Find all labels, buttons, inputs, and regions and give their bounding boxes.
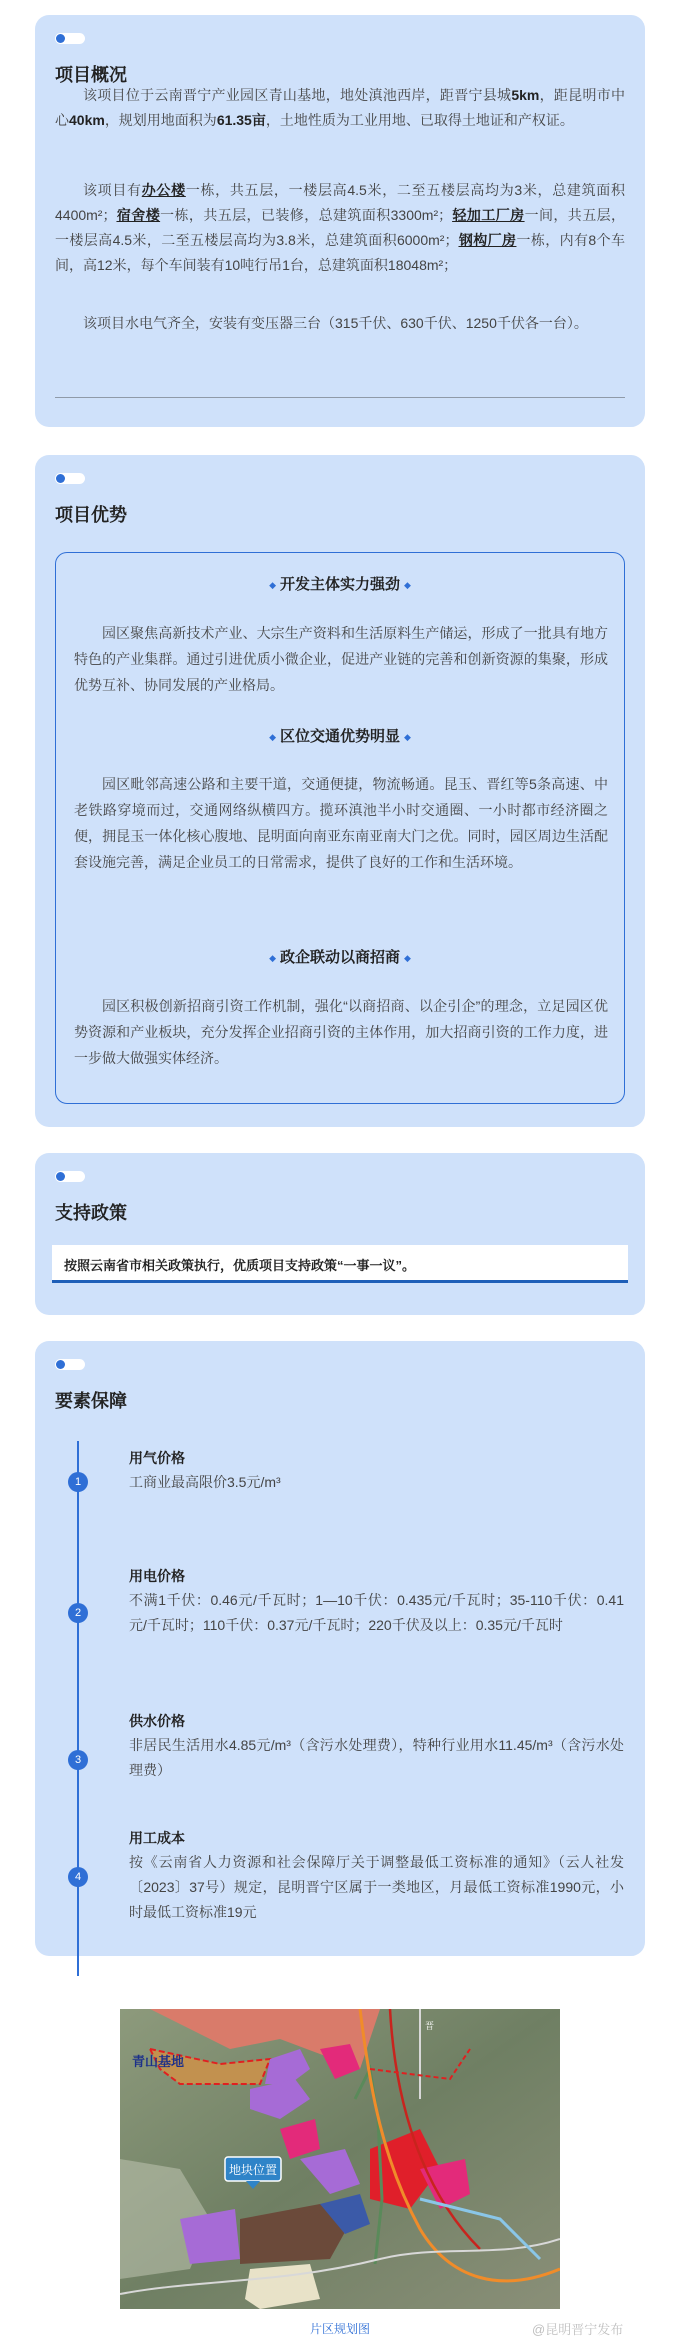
subsection-text-3: 园区积极创新招商引资工作机制，强化“以商招商、以企引企”的理念，立足园区优势资源和产业板块，充分发挥企业招商引资的主体作用，加大招商引资的工作力度，进一步做大做强实体经济。 (74, 998, 608, 1066)
source-watermark: @昆明晋宁发布 (532, 2322, 624, 2337)
overview-paragraph-3: 该项目水电气齐全，安装有变压器三台（315千伏、630千伏、1250千伏各一台）。 (83, 315, 588, 331)
overview-paragraph-1: 该项目位于云南晋宁产业园区青山基地，地处滇池西岸，距晋宁县城5km，距昆明市中心40km，规划用地面积为61.35亩，土地性质为工业用地、已取得土地证和产权证。 (55, 87, 626, 128)
section-title: 项目优势 (55, 505, 127, 525)
item-text-gas: 工商业最高限价3.5元/m³ (129, 1474, 281, 1490)
toggle-icon (55, 1359, 85, 1370)
subsection-text-1: 园区聚焦高新技术产业、大宗生产资料和生活原料生产储运，形成了一批具有地方特色的产业集群。通过引进优质小微企业，促进产业链的完善和创新资源的集聚，形成优势互补、协同发展的产业格局。 (74, 625, 608, 693)
subsection-title-1: ◆ 开发主体实力强劲 ◆ (269, 576, 411, 593)
map-caption: 片区规划图 (309, 2322, 370, 2336)
map-label-site: 地块位置 (228, 2163, 278, 2177)
overview-card (35, 15, 645, 427)
zone-plan-map (120, 2009, 560, 2309)
diamond-icon: ◆ (269, 731, 276, 742)
timeline-step-1: 1 (68, 1472, 88, 1492)
policy-card (35, 1153, 645, 1315)
timeline-line (77, 1441, 79, 1976)
overview-paragraph-2: 该项目有办公楼一栋，共五层，一楼层高4.5米，二至五楼层高均为3米，总建筑面积4400m²；宿舍楼一栋，共五层，已装修，总建筑面积3300m²；轻加工厂房一间，共五层，一楼层高4.5米，二至五楼层高均为3.8米，总建筑面积6000m²；钢构厂房一栋，内有8个车间，高12米，每个车间装有10吨行吊1台，总建筑面积18048m²； (55, 182, 626, 273)
subsection-text-2: 园区毗邻高速公路和主要干道，交通便捷，物流畅通。昆玉、晋红等5条高速、中老铁路穿境而过，交通网络纵横四方。揽环滇池半小时交通圈、一小时都市经济圈之便，拥昆玉一体化核心腹地、昆明面向南亚东南亚南大门之优。同时，园区周边生活配套设施完善，满足企业员工的日常需求，提供了良好的工作和生活环境。 (74, 776, 608, 870)
diamond-icon: ◆ (404, 731, 411, 742)
toggle-icon (55, 33, 85, 44)
section-title: 项目概况 (55, 65, 127, 85)
item-title-water: 供水价格 (129, 1713, 185, 1729)
diamond-icon: ◆ (269, 952, 276, 963)
subsection-title-2: ◆ 区位交通优势明显 ◆ (269, 728, 411, 745)
map-label-road: 晋 (425, 2021, 435, 2031)
toggle-icon (55, 1171, 85, 1182)
map-graphic (120, 2009, 560, 2309)
item-text-water: 非居民生活用水4.85元/m³（含污水处理费），特种行业用水11.45/m³（含污水处理费） (129, 1737, 624, 1778)
item-text-electricity: 不满1千伏：0.46元/千瓦时；1—10千伏：0.435元/千瓦时；35-110千伏：0.41元/千瓦时；110千伏：0.37元/千瓦时；220千伏及以上：0.35元/千瓦时 (129, 1592, 624, 1633)
item-title-gas: 用气价格 (129, 1450, 185, 1466)
item-text-labor: 按《云南省人力资源和社会保障厅关于调整最低工资标准的通知》（云人社发〔2023〕37号）规定，昆明晋宁区属于一类地区，月最低工资标准1990元，小时最低工资标准19元 (129, 1854, 624, 1920)
item-title-labor: 用工成本 (129, 1830, 185, 1846)
timeline-step-4: 4 (68, 1867, 88, 1887)
advantages-card (35, 455, 645, 1127)
item-title-electricity: 用电价格 (129, 1568, 185, 1584)
map-label-base: 青山基地 (132, 2054, 185, 2069)
guarantee-card (35, 1341, 645, 1956)
toggle-icon (55, 473, 85, 484)
policy-text-box (52, 1245, 628, 1283)
diamond-icon: ◆ (404, 952, 411, 963)
diamond-icon: ◆ (404, 579, 411, 590)
policy-text: 按照云南省市相关政策执行，优质项目支持政策“一事一议”。 (64, 1258, 416, 1273)
section-title: 要素保障 (55, 1391, 127, 1411)
divider (55, 397, 625, 398)
advantages-box (55, 552, 625, 1104)
section-title: 支持政策 (55, 1203, 127, 1223)
diamond-icon: ◆ (269, 579, 276, 590)
timeline-step-2: 2 (68, 1603, 88, 1623)
subsection-title-3: ◆ 政企联动以商招商 ◆ (269, 949, 411, 966)
timeline-step-3: 3 (68, 1750, 88, 1770)
